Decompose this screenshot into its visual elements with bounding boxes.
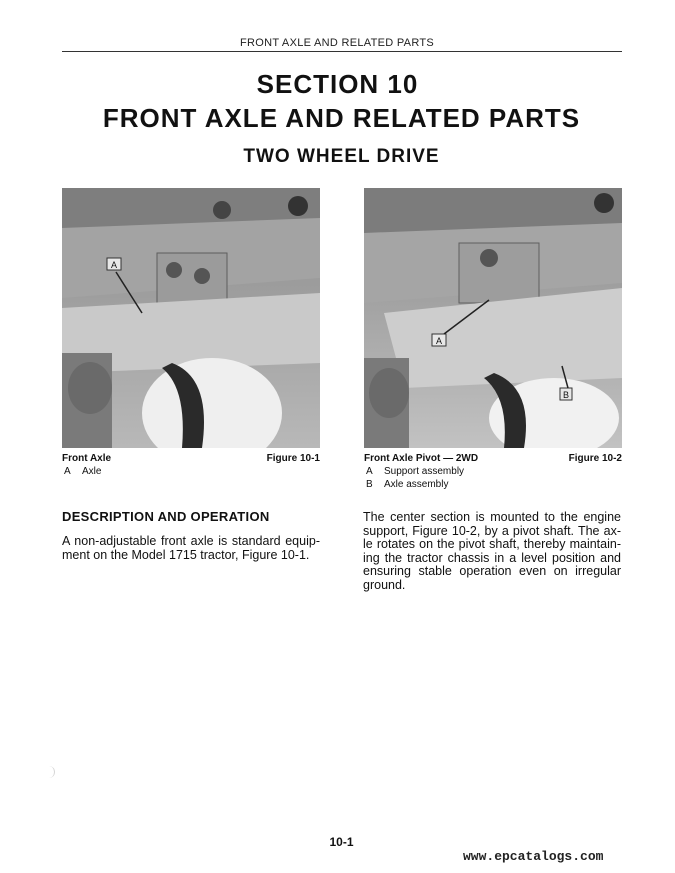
figure-label: Figure 10-1 [266, 453, 320, 464]
callout-label: Axle assembly [384, 479, 449, 490]
front-axle-pivot-photo [364, 188, 622, 448]
callout-key: A [366, 466, 373, 477]
description-heading: DESCRIPTION AND OPERATION [62, 509, 270, 524]
figure-label: Figure 10-2 [568, 453, 622, 464]
header-rule [62, 51, 622, 52]
figure-10-1-caption [62, 452, 320, 478]
chapter-title: FRONT AXLE AND RELATED PARTS [102, 103, 581, 133]
callout-key: A [64, 466, 71, 477]
margin-mark [48, 766, 55, 778]
subtitle: TWO WHEEL DRIVE [243, 146, 440, 167]
svg-text:A: A [110, 260, 118, 270]
section-title: SECTION 10 [256, 69, 419, 99]
callout-label: Axle [82, 466, 102, 477]
page-number: 10-1 [329, 835, 354, 849]
watermark: www.epcatalogs.com [463, 849, 604, 864]
running-head: FRONT AXLE AND RELATED PARTS [240, 37, 435, 49]
description-paragraph-left: A non-adjustable front axle is standard equipment on the Model 1715 tractor, Figure 10-1. [62, 534, 320, 562]
callout-item [364, 465, 622, 478]
caption-title: Front Axle Pivot — 2WD [364, 453, 479, 464]
callout-label: Support assembly [384, 466, 465, 477]
svg-text:B: B [562, 390, 570, 400]
description-paragraph-right: The center section is mounted to the engine support, Figure 10-2, by a pivot shaft. The axle rotates on the pivot shaft, thereby maintaining the tractor chassis in a level position and ensuring stable operation even on irregular ground. [363, 510, 621, 592]
callout-item [62, 465, 320, 478]
callout-item [364, 478, 622, 491]
figure-10-2-caption [364, 452, 622, 491]
callout-key: B [366, 479, 373, 490]
front-axle-photo [62, 188, 320, 448]
svg-text:A: A [435, 336, 443, 346]
caption-title: Front Axle [62, 453, 112, 464]
